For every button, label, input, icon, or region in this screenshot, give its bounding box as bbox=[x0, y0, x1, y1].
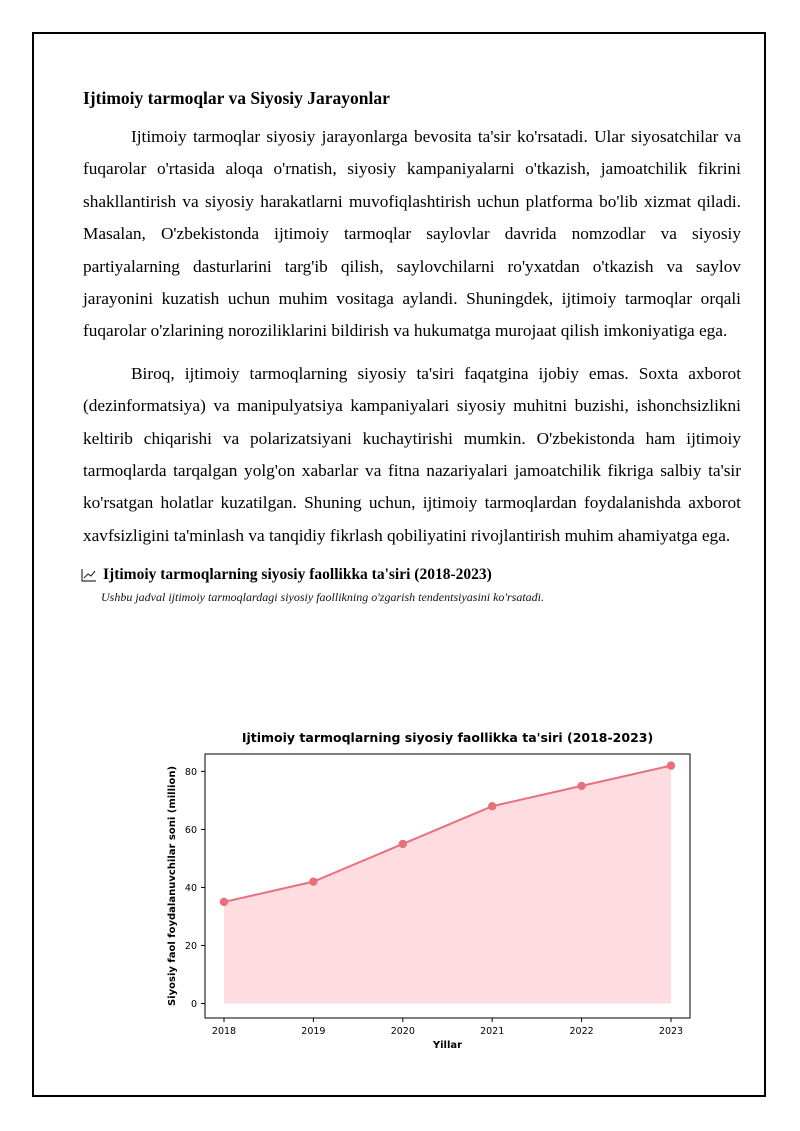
y-tick-label: 60 bbox=[184, 824, 197, 836]
section-heading: Ijtimoiy tarmoqlar va Siyosiy Jarayonlar bbox=[83, 88, 390, 108]
x-tick-label: 2018 bbox=[211, 1026, 237, 1037]
data-point-2019 bbox=[309, 877, 317, 885]
data-point-2022 bbox=[577, 782, 585, 790]
x-tick-label: 2023 bbox=[658, 1026, 684, 1037]
x-tick-label: 2022 bbox=[569, 1026, 594, 1037]
x-tick-label: 2020 bbox=[390, 1026, 415, 1037]
y-tick-label: 40 bbox=[184, 882, 197, 894]
y-tick-label: 80 bbox=[184, 766, 197, 778]
x-axis-label: Yillar bbox=[432, 1040, 463, 1051]
y-tick-label: 0 bbox=[190, 998, 197, 1010]
figure-caption: Ushbu jadval ijtimoiy tarmoqlardagi siyosiy faollikning o'zgarish tendentsiyasini ko'rsatadi. bbox=[101, 590, 545, 605]
data-point-2018 bbox=[220, 898, 228, 906]
x-tick-label: 2021 bbox=[480, 1026, 505, 1037]
document-body bbox=[83, 80, 741, 605]
data-point-2020 bbox=[399, 840, 407, 848]
data-point-2023 bbox=[667, 761, 675, 769]
area-fill bbox=[224, 766, 671, 1004]
x-tick-label: 2019 bbox=[301, 1026, 326, 1037]
y-axis-label: Siyosiy faol foydalanuvchilar soni (million) bbox=[167, 765, 178, 1007]
y-tick-label: 20 bbox=[184, 940, 197, 952]
figure-title bbox=[81, 566, 741, 584]
data-point-2021 bbox=[488, 802, 496, 810]
chart-increasing-icon bbox=[81, 568, 97, 582]
paragraph-1: Ijtimoiy tarmoqlar siyosiy jarayonlarga bevosita ta'sir ko'rsatadi. Ular siyosatchilar va fuqarolar o'rtasida aloqa o'rnatish, siyosiy kampaniyalarni o'tkazish, jamoatchilik fikrini shakllantirish va siyosiy harakatlarni muvofiqlashtirish uchun platforma bo'lib xizmat qiladi. Masalan, O'zbekistonda ijtimoiy tarmoqlar saylovlar davrida nomzodlar va siyosiy partiyalarning dasturlarini targ'ib qilish, saylovchilarni ro'yxatdan o'tkazish va saylov jarayonini kuzatish uchun muhim vositaga aylandi. Shuningdek, ijtimoiy tarmoqlar orqali fuqarolar o'zlarining noroziliklarini bildirish va hukumatga murojaat qilish imkoniyatiga ega. bbox=[83, 127, 741, 341]
area-chart bbox=[158, 724, 698, 1054]
chart-container bbox=[158, 724, 698, 1054]
figure-title-text: Ijtimoiy tarmoqlarning siyosiy faollikka ta'siri (2018-2023) bbox=[103, 566, 492, 584]
paragraph-2: Biroq, ijtimoiy tarmoqlarning siyosiy ta'siri faqatgina ijobiy emas. Soxta axborot (dezinformatsiya) va manipulyatsiya kampaniyalari siyosiy muhitni buzishi, ishonchsizlikni keltirib chiqarishi va polarizatsiyani kuchaytirishi mumkin. O'zbekistonda ham ijtimoiy tarmoqlarda tarqalgan yolg'on xabarlar va fitna nazariyalari jamoatchilik fikriga salbiy ta'sir ko'rsatgan holatlar kuzatilgan. Shuning uchun, ijtimoiy tarmoqlardan foydalanishda axborot xavfsizligini ta'minlash va tanqidiy fikrlash qobiliyatini rivojlantirish muhim ahamiyatga ega. bbox=[83, 363, 741, 545]
chart-title: Ijtimoiy tarmoqlarning siyosiy faollikka ta'siri (2018-2023) bbox=[241, 730, 654, 745]
